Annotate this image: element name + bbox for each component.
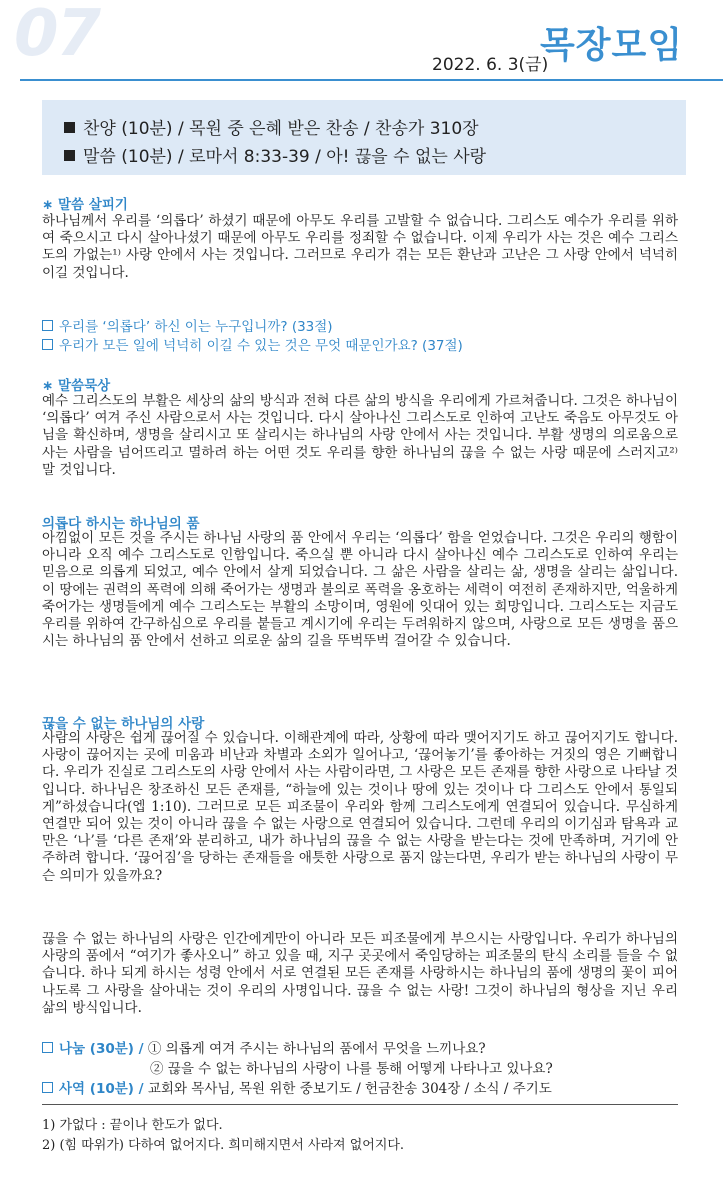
service-row xyxy=(42,1077,552,1097)
sharing-question-2: ② 끊을 수 없는 하나님의 사랑이 나를 통해 어떻게 나타나고 있나요? xyxy=(150,1061,553,1077)
checkbox-icon xyxy=(42,1082,53,1093)
observe-text: 하나님께서 우리를 ‘의롭다’ 하셨기 때문에 아무도 우리를 고발할 수 없습니다. 그리스도 예수가 우리를 위하여 죽으시고 다시 살아나셨기 때문에 아무도 우리를 정죄할 수 없습니다. 이제 우리가 사는 것은 예수 그리스도의 가없는¹⁾ 사랑 안에서 사는 것입니다. 그러므로 우리가 겪는 모든 환난과 고난은 그 사랑 안에서 넉넉히 이길 것입니다. xyxy=(42,213,678,281)
question-2 xyxy=(42,334,463,354)
sharing-label: 나눔 (30분) / xyxy=(59,1041,144,1057)
service-text: 교회와 목사님, 목원 위한 중보기도 / 헌금찬송 304장 / 소식 / 주기도 xyxy=(147,1081,552,1097)
sharing-row-1 xyxy=(42,1037,486,1057)
square-bullet-icon xyxy=(64,122,75,133)
hymn-row xyxy=(64,114,479,139)
love-text-1: 사람의 사랑은 쉽게 끊어질 수 있습니다. 이해관계에 따라, 상황에 따라 맺어지기도 하고 끊어지기도 합니다. 사랑이 끊어지는 곳에 미움과 비난과 차별과 소외가 일어나고, ‘끊어놓기’를 좋아하는 거짓의 영은 기뻐합니다. 우리가 진실로 그리스도의 사랑 안에서 사는 사람이라면, 그 사랑은 모든 존재를 향한 사랑으로 나타날 것입니다. 하나님은 창조하신 모든 존재를, “하늘에 있는 것이나 땅에 있는 것이나 다 그리스도 안에서 통일되게”하셨습니다(엡 1:10). 그러므로 모든 피조물이 우리와 함께 그리스도에게 연결되어 있습니다. 무심하게 연결만 되어 있는 것이 아니라 끊을 수 없는 사랑으로 연결되어 있습니다. 그런데 우리의 이기심과 탐욕과 교만은 ‘나’를 ‘다른 존재’와 분리하고, 내가 하나님의 끊을 수 없는 사랑을 받는다는 것에 만족하며, 거기에 안주하려 합니다. ‘끊어짐’을 당하는 존재들을 애틋한 사랑으로 품지 않는다면, 우리가 받는 하나님의 사랑이 무슨 의미가 있을까요? xyxy=(42,730,678,884)
worship-info-box xyxy=(42,100,686,175)
page-title: 목장모임 xyxy=(540,25,684,66)
hymn-text: 찬양 (10분) / 목원 중 은혜 받은 찬송 / 찬송가 310장 xyxy=(83,119,479,139)
footnote-1: 1) 가없다 : 끝이나 한도가 없다. xyxy=(42,1118,223,1133)
service-label: 사역 (10분) / xyxy=(59,1081,144,1097)
love-heading: 끊을 수 없는 하나님의 사랑 xyxy=(42,716,205,732)
footnote-divider xyxy=(42,1104,678,1105)
sharing-question-1: ① 의롭게 여겨 주시는 하나님의 품에서 무엇을 느끼나요? xyxy=(147,1041,486,1057)
checkbox-icon xyxy=(42,1042,53,1053)
question-2-text: 우리가 모든 일에 넉넉히 이길 수 있는 것은 무엇 때문인가요? (37절) xyxy=(59,338,463,354)
observe-heading: ∗ 말씀 살피기 xyxy=(42,197,128,213)
question-1 xyxy=(42,315,333,335)
question-1-text: 우리를 ‘의롭다’ 하신 이는 누구입니까? (33절) xyxy=(59,319,333,335)
square-bullet-icon xyxy=(64,150,75,161)
checkbox-icon xyxy=(42,320,53,331)
word-text: 말씀 (10분) / 로마서 8:33-39 / 아! 끊을 수 없는 사랑 xyxy=(83,147,487,167)
checkbox-icon xyxy=(42,339,53,350)
meditate-heading: ∗ 말씀묵상 xyxy=(42,378,111,394)
sharing-row-2 xyxy=(150,1057,553,1077)
header-divider xyxy=(20,79,723,81)
meeting-date: 2022. 6. 3(금) xyxy=(432,55,549,75)
page-number: 07 xyxy=(14,0,100,71)
meditate-text: 예수 그리스도의 부활은 세상의 삶의 방식과 전혀 다른 삶의 방식을 우리에게 가르쳐줍니다. 그것은 하나님이 ‘의롭다’ 여겨 주신 사람으로서 사는 것입니다. 다시 살아나신 그리스도로 인하여 고난도 죽음도 아무것도 아님을 확신하며, 생명을 살리시고 또 살리시는 하나님의 사랑 안에서 사는 것입니다. 부활 생명의 의로움으로 사는 사람을 넘어뜨리고 멸하려 하는 어떤 것도 우리를 향한 하나님의 끊을 수 없는 사랑 때문에 스러지고²⁾ 말 것입니다. xyxy=(42,393,678,478)
embrace-heading: 의롭다 하시는 하나님의 품 xyxy=(42,516,200,532)
love-text-2: 끊을 수 없는 하나님의 사랑은 인간에게만이 아니라 모든 피조물에게 부으시는 사랑입니다. 우리가 하나님의 사랑의 품에서 “여기가 좋사오니” 하고 있을 때, 지구 곳곳에서 죽임당하는 피조물의 탄식 소리를 들을 수 없습니다. 하나 되게 하시는 성령 안에서 서로 연결된 모든 존재를 사랑하시는 하나님의 품에 생명의 꽃이 피어나도록 그 사랑을 살아내는 것이 우리의 사명입니다. 끊을 수 없는 사랑! 그것이 하나님의 형상을 지닌 우리 삶의 방식입니다. xyxy=(42,931,678,1016)
footnote-2: 2) (힘 따위가) 다하여 없어지다. 희미해지면서 사라져 없어지다. xyxy=(42,1138,405,1153)
word-row xyxy=(64,142,486,167)
embrace-text: 아낌없이 모든 것을 주시는 하나님 사랑의 품 안에서 우리는 ‘의롭다’ 함을 얻었습니다. 그것은 우리의 행함이 아니라 오직 예수 그리스도로 인함입니다. 죽으실 뿐 아니라 다시 살아나신 예수 그리스도로 인하여 우리는 믿음으로 의롭게 되었고, 예수 안에서 살게 되었습니다. 그 삶은 사람을 살리는 삶, 생명을 살리는 삶입니다. 이 땅에는 권력의 폭력에 의해 죽어가는 생명과 불의로 폭력을 옹호하는 세력이 여전히 존재하지만, 억울하게 죽어가는 생명들에게 예수 그리스도는 부활의 소망이며, 영원에 잇대어 있는 희망입니다. 그리스도는 지금도 우리를 위하여 간구하심으로 우리를 붙들고 계시기에 우리는 두려워하지 않으며, 사랑으로 모든 생명을 품으시는 하나님의 품 안에서 선하고 의로운 삶의 길을 뚜벅뚜벅 걸어갈 수 있습니다. xyxy=(42,530,678,650)
